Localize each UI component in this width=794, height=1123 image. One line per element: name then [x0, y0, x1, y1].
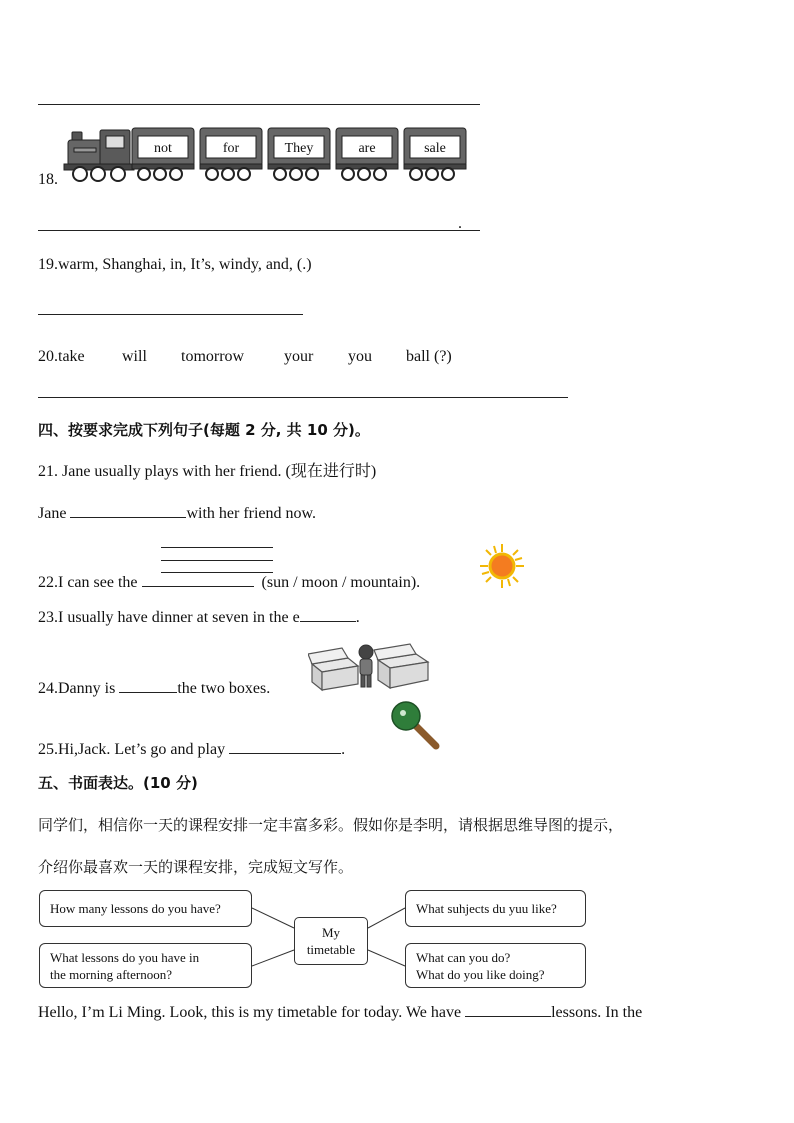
mindmap-center-2: timetable [306, 942, 356, 957]
mindmap-bottom-left-2: the morning afternoon? [50, 966, 173, 982]
q20-word-you: you [348, 348, 372, 365]
section5-instruction-2: 介绍你最喜欢一天的课程安排，完成短文写作。 [38, 858, 354, 876]
mindmap-center-1: My [321, 925, 341, 940]
q18-number: 18. [38, 171, 58, 188]
wagon-1-word: not [154, 141, 172, 156]
q21-prompt: 21. Jane usually plays with her friend. (现在进行时) [38, 463, 377, 480]
wagon-2-word: for [222, 141, 240, 156]
mindmap-bottom-right-1: What can you do? [416, 949, 511, 965]
section5-heading: 五、书面表达。(10 分) [38, 774, 198, 792]
wagon-4-word: are [358, 141, 376, 156]
essay-end: lessons. In the [551, 1004, 643, 1021]
q25-suffix: . [341, 741, 346, 758]
q24-prefix: 24.Danny is [38, 680, 116, 697]
mindmap-box-subjects [405, 890, 586, 927]
q20-word-your: your [284, 348, 314, 365]
q20-word-tomorrow: tomorrow [181, 348, 245, 365]
mindmap-top-right: What suhjects du yuu like? [416, 901, 557, 916]
q23-prefix: 23.I usually have dinner at seven in the e [38, 609, 300, 626]
q22-prefix: 22.I can see the [38, 574, 138, 591]
q23-suffix: . [355, 609, 360, 626]
q24-suffix: the two boxes. [177, 680, 271, 697]
q22-options: (sun / moon / mountain). [261, 574, 421, 591]
mindmap-box-lessons-morning [39, 943, 252, 988]
wagon-3-word: They [284, 141, 314, 156]
mindmap-box-lessons-count [39, 890, 252, 927]
mindmap-box-abilities [405, 943, 586, 988]
essay-blank[interactable] [465, 1002, 551, 1017]
section4-heading: 四、按要求完成下列句子(每题 2 分, 共 10 分)。 [38, 421, 370, 439]
q20-word-take: take [58, 348, 85, 365]
q25-prefix: 25.Hi,Jack. Let’s go and play [38, 741, 226, 758]
mindmap-bottom-right-2: What do you like doing? [416, 966, 545, 982]
mindmap-top-left: How many lessons do you have? [50, 901, 221, 916]
q20-number: 20. [38, 348, 58, 365]
essay-line [38, 1002, 642, 1023]
q21-prefix: Jane [38, 505, 67, 522]
q18-period: . [458, 215, 462, 232]
mindmap-bottom-left-1: What lessons do you have in [50, 949, 200, 965]
wagon-5-word: sale [424, 141, 446, 156]
q20-word-ball: ball (?) [406, 348, 452, 365]
essay-start: Hello, I’m Li Ming. Look, this is my timetable for today. We have [38, 1004, 462, 1021]
q19-prompt: 19.warm, Shanghai, in, It’s, windy, and, (.) [38, 256, 312, 273]
section5-instruction-1: 同学们，相信你一天的课程安排一定丰富多彩。假如你是李明，请根据思维导图的提示， [38, 816, 624, 834]
q21-suffix: with her friend now. [186, 505, 317, 522]
q20-word-will: will [122, 348, 147, 365]
mindmap-center [294, 917, 368, 965]
